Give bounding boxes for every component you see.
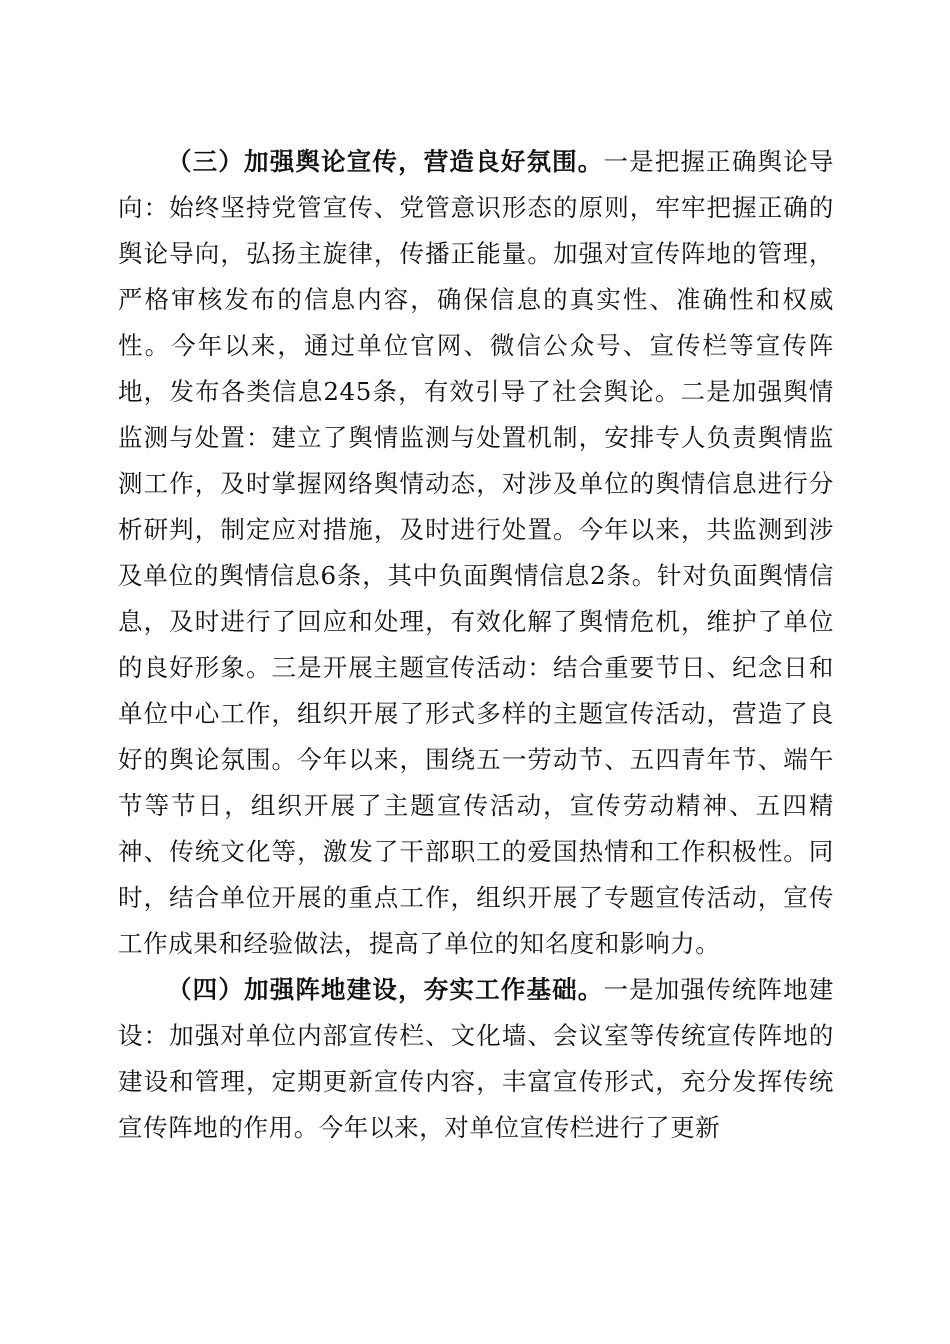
section-3-heading: （三）加强舆论宣传，营造良好氛围。 (167, 147, 604, 176)
section-4-heading: （四）加强阵地建设，夯实工作基础。 (167, 975, 604, 1004)
paragraph-section-4 (118, 967, 834, 1151)
section-4-body: 一是加强传统阵地建设：加强对单位内部宣传栏、文化墙、会议室等传统宣传阵地的建设和管理，定期更新宣传内容，丰富宣传形式，充分发挥传统宣传阵地的作用。今年以来，对单位宣传栏进行了更新 (118, 975, 834, 1142)
section-3-body: 一是把握正确舆论导向：始终坚持党管宣传、党管意识形态的原则，牢牢把握正确的舆论导向，弘扬主旋律，传播正能量。加强对宣传阵地的管理，严格审核发布的信息内容，确保信息的真实性、准确性和权威性。今年以来，通过单位官网、微信公众号、宣传栏等宣传阵地，发布各类信息245条，有效引导了社会舆论。二是加强舆情监测与处置：建立了舆情监测与处置机制，安排专人负责舆情监测工作，及时掌握网络舆情动态，对涉及单位的舆情信息进行分析研判，制定应对措施，及时进行处置。今年以来，共监测到涉及单位的舆情信息6条，其中负面舆情信息2条。针对负面舆情信息，及时进行了回应和处理，有效化解了舆情危机，维护了单位的良好形象。三是开展主题宣传活动：结合重要节日、纪念日和单位中心工作，组织开展了形式多样的主题宣传活动，营造了良好的舆论氛围。今年以来，围绕五一劳动节、五四青年节、端午节等节日，组织开展了主题宣传活动，宣传劳动精神、五四精神、传统文化等，激发了干部职工的爱国热情和工作积极性。同时，结合单位开展的重点工作，组织开展了专题宣传活动，宣传工作成果和经验做法，提高了单位的知名度和影响力。 (118, 147, 834, 958)
paragraph-section-3 (118, 139, 834, 967)
document-body (118, 139, 834, 1151)
